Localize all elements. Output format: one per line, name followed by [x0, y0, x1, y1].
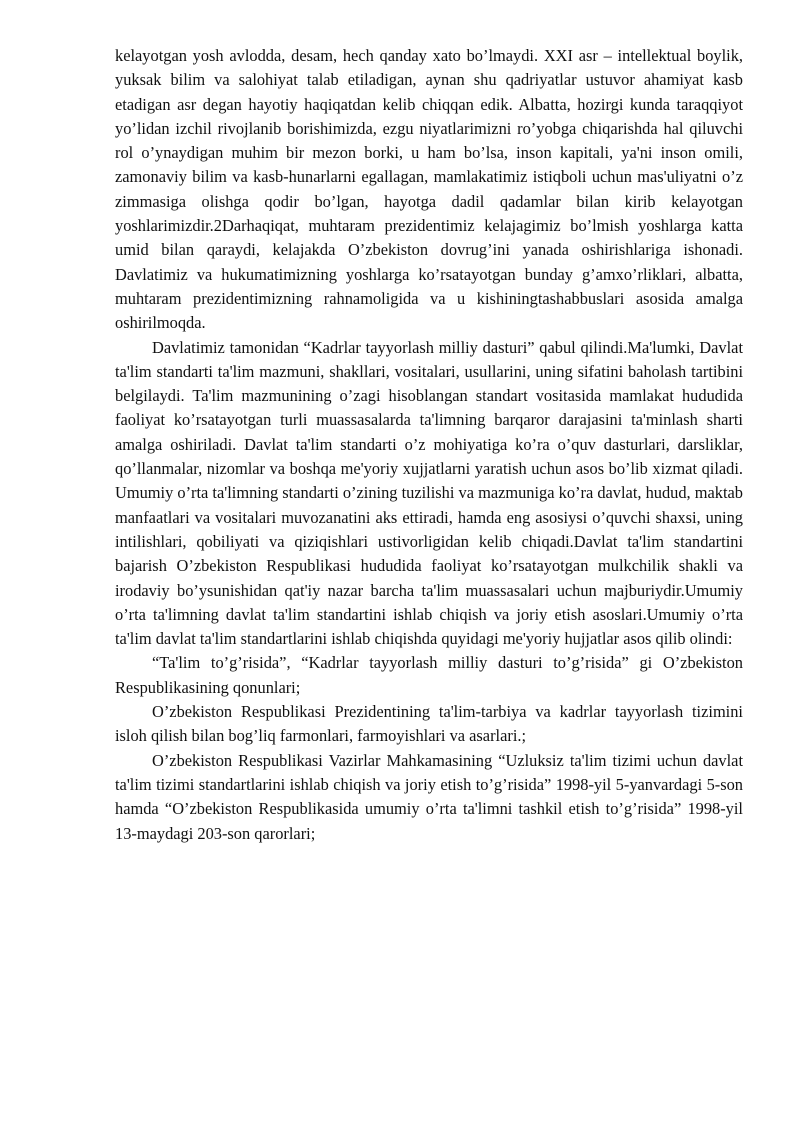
paragraph-4: O’zbekiston Respublikasi Prezidentining ta'lim-tarbiya va kadrlar tayyorlash tizimini isloh qilish bilan bog’liq farmonlari, farmoyishlari va asarlari.; [115, 702, 743, 746]
paragraph-5: O’zbekiston Respublikasi Vazirlar Mahkamasining “Uzluksiz ta'lim tizimi uchun davlat ta'lim tizimi standartlarini ishlab chiqish va joriy etish to’g’risida” 1998-yil 5-yanvardagi 5-son hamda “O’zbekiston Respublikasida umumiy o’rta ta'limni tashkil etish to’g’risida” 1998-yil 13-maydagi 203-son qarorlari; [115, 750, 743, 843]
paragraph-2: Davlatimiz tamonidan “Kadrlar tayyorlash milliy dasturi” qabul qilindi.Ma'lumki, Davlat ta'lim standarti ta'lim mazmuni, shakllari, vositalari, usullarini, uning sifatini baholash tartibini belgilaydi. Ta'lim mazmunining o’zagi hisoblangan standart vositasida mamlakat hududida faoliyat ko’rsatayotgan turli muassasalarda ta'limning barqaror darajasini ta'minlash sharti amalga oshiriladi. Davlat ta'lim standarti o’z mohiyatiga ko’ra o’quv dasturlari, darsliklar, qo’llanmalar, nizomlar va boshqa me'yoriy xujjatlarni yaratish uchun asos bo’lib xizmat qiladi. Umumiy o’rta ta'limning standarti o’zining tuzilishi va mazmuniga ko’ra davlat, hudud, maktab manfaatlari va vositalari muvozanatini aks ettiradi, hamda eng asosiysi o’quvchi shaxsi, uning intilishlari, qobiliyati va qiziqishlari ustivorligidan kelib chiqadi.Davlat ta'lim standartini bajarish O’zbekiston Respublikasi hududida faoliyat ko’rsatayotgan mulkchilik shakli va irodaviy bo’ysunishidan qat'iy nazar barcha ta'lim muassasalari uchun majburiydir.Umumiy o’rta ta'limning davlat ta'lim standartini ishlab chiqish va joriy etish asoslari.Umumiy o’rta ta'lim davlat ta'lim standartlarini ishlab chiqishda quyidagi me'yoriy hujjatlar asos qilib olindi: [115, 337, 743, 649]
paragraph-3: “Ta'lim to’g’risida”, “Kadrlar tayyorlash milliy dasturi to’g’risida” gi O’zbekiston Respublikasining qonunlari; [115, 653, 743, 697]
paragraph-1: kelayotgan yosh avlodda, desam, hech qanday xato bo’lmaydi. XXI asr – intellektual boylik, yuksak bilim va salohiyat talab etiladigan, aynan shu qadriyatlar ustuvor ahamiyat kasb etadigan asr degan hayotiy haqiqatdan kelib chiqqan edik. Albatta, hozirgi kunda taraqqiyot yo’lidan izchil rivojlanib borishimizda, ezgu niyatlarimizni ro’yobga chiqarishda hal qiluvchi rol o’ynaydigan muhim bir mezon borki, u ham bo’lsa, inson kapitali, ya'ni inson omili, zamonaviy bilim va kasb-hunarlarni egallagan, mamlakatimiz istiqboli uchun mas'uliyatni o’z zimmasiga olishga qodir bo’lgan, hayotga dadil qadamlar bilan kirib kelayotgan yoshlarimizdir.2Darhaqiqat, muhtaram prezidentimiz kelajagimiz bo’lmish yoshlarga katta umid bilan qaraydi, kelajakda O’zbekiston dovrug’ini yanada oshirishlariga ishonadi. Davlatimiz va hukumatimizning yoshlarga ko’rsatayotgan bunday g’amxo’rliklari, albatta, muhtaram prezidentimizning rahnamoligida va u kishiningtashabbuslari asosida amalga oshirilmoqda. [115, 46, 743, 333]
document-page [115, 44, 743, 846]
